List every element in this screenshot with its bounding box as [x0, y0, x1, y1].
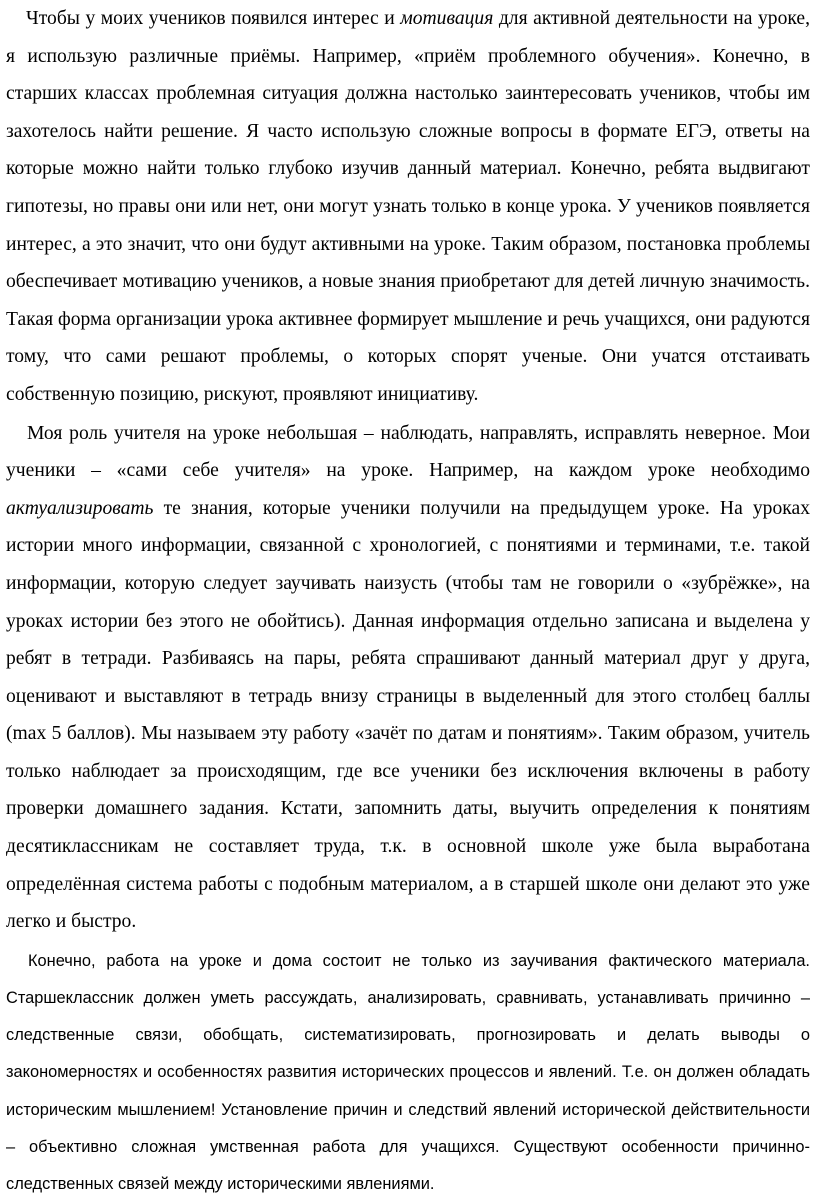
- text-run: те знания, которые ученики получили на предыдущем уроке. На уроках истории много информации, связанной с хронологией, с понятиями и терминами, т.е. такой информации, которую следует заучивать наизусть (чтобы там не говорили о «зубрёжке», на уроках истории без этого не обойтись). Данная информация отдельно записана и выделена у ребят в тетради. Разбиваясь на пары, ребята спрашивают данный материал друг у друга, оценивают и выставляют в тетрадь внизу страницы в выделенный для этого столбец баллы (max 5 баллов). Мы называем эту работу «зачёт по датам и понятиям». Таким образом, учитель только наблюдает за происходящим, где все ученики без исключения включены в работу проверки домашнего задания. Кстати, запомнить даты, выучить определения к понятиям десятиклассникам не составляет труда, т.к. в основной школе уже была выработана определённая система работы с подобным материалом, а в старшей школе они делают это уже легко и быстро.: [6, 497, 810, 933]
- paragraph-motivation: [6, 0, 810, 414]
- italic-term-motivation: мотивация: [400, 8, 494, 29]
- text-run: для активной деятельности на уроке, я использую различные приёмы. Например, «приём проблемного обучения». Конечно, в старших классах проблемная ситуация должна настолько заинтересовать учеников, чтобы им захотелось найти решение. Я часто использую сложные вопросы в формате ЕГЭ, ответы на которые можно найти только глубоко изучив данный материал. Конечно, ребята выдвигают гипотезы, но правы они или нет, они могут узнать только в конце урока. У учеников появляется интерес, а это значит, что они будут активными на уроке. Таким образом, постановка проблемы обеспечивает мотивацию учеников, а новые знания приобретают для детей личную значимость. Такая форма организации урока активнее формирует мышление и речь учащихся, они радуются тому, что сами решают проблемы, о которых спорят ученые. Они учатся отстаивать собственную позицию, рискуют, проявляют инициативу.: [6, 8, 810, 405]
- paragraph-historical-thinking: [6, 943, 810, 1203]
- paragraph-teacher-role: [6, 415, 810, 941]
- text-run: Моя роль учителя на уроке небольшая – наблюдать, направлять, исправлять неверное. Мои ученики – «сами себе учителя» на уроке. Например, на каждом уроке необходимо: [6, 422, 810, 482]
- text-run: Конечно, работа на уроке и дома состоит не только из заучивания фактического материала. Старшеклассник должен уметь рассуждать, анализировать, сравнивать, устанавливать причинно – следственные связи, обобщать, систематизировать, прогнозировать и делать выводы о закономерностях и особенностях развития исторических процессов и явлений. Т.е. он должен обладать историческим мышлением! Установление причин и следствий явлений исторической действительности – объективно сложная умственная работа для учащихся. Существуют особенности причинно-следственных связей между историческими явлениями.: [6, 951, 810, 1194]
- document-page: [6, 0, 810, 1203]
- text-run: Чтобы у моих учеников появился интерес и: [26, 8, 401, 29]
- italic-term-actualize: актуализировать: [6, 497, 154, 519]
